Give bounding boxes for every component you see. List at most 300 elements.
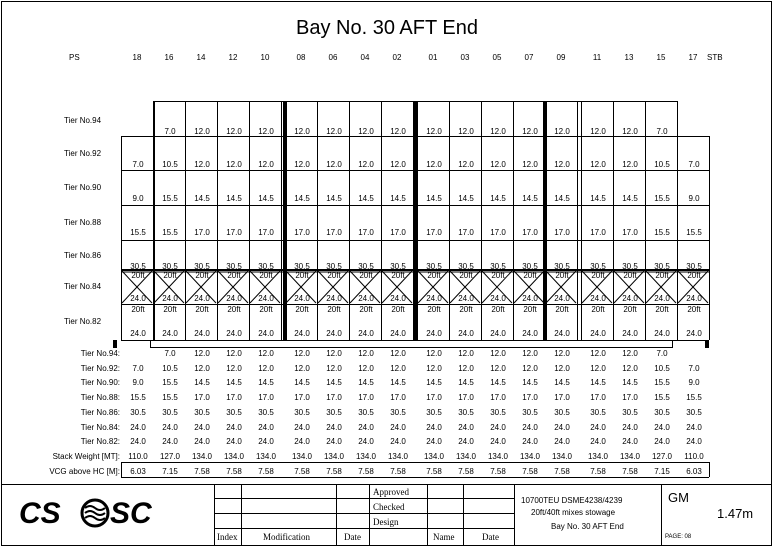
grid-value: 12.0 bbox=[326, 160, 342, 169]
column-header: 06 bbox=[328, 53, 338, 62]
summary-value: 24.0 bbox=[194, 422, 210, 432]
summary-value: 12.0 bbox=[194, 349, 210, 358]
grid-value: 14.5 bbox=[326, 194, 342, 203]
summary-value: 134.0 bbox=[519, 451, 541, 461]
summary-value: 7.58 bbox=[294, 466, 310, 476]
summary-value: 24.0 bbox=[590, 437, 606, 447]
summary-value: 7.58 bbox=[522, 466, 538, 476]
summary-value: 24.0 bbox=[590, 422, 606, 432]
grid-value: 17.0 bbox=[358, 228, 374, 237]
grid-value: 30.5 bbox=[226, 262, 242, 271]
grid-value: 12.0 bbox=[390, 160, 406, 169]
summary-value: 30.5 bbox=[294, 407, 310, 417]
grid-value: 12.0 bbox=[458, 127, 474, 136]
summary-value: 24.0 bbox=[554, 437, 570, 447]
summary-value: 134.0 bbox=[355, 451, 377, 461]
grid-value: 12.0 bbox=[590, 127, 606, 136]
grid-value: 24.0 bbox=[590, 294, 606, 303]
grid-value: 12.0 bbox=[590, 160, 606, 169]
grid-value: 24.0 bbox=[258, 329, 274, 338]
summary-value: 134.0 bbox=[551, 451, 573, 461]
container-size-label: 20ft bbox=[427, 305, 441, 314]
project-line-2: 20ft/40ft mixes stowage bbox=[531, 508, 616, 517]
summary-value: 30.5 bbox=[426, 407, 442, 417]
container-size-label: 20ft bbox=[163, 271, 177, 280]
summary-value: 30.5 bbox=[130, 407, 146, 417]
grid-value: 30.5 bbox=[554, 262, 570, 271]
summary-value: 17.0 bbox=[294, 393, 310, 403]
summary-value: 14.5 bbox=[358, 378, 374, 388]
summary-divider bbox=[121, 477, 709, 478]
summary-value: 14.5 bbox=[258, 378, 274, 388]
summary-value: 134.0 bbox=[387, 451, 409, 461]
summary-value: 24.0 bbox=[490, 422, 506, 432]
grid-value: 12.0 bbox=[554, 127, 570, 136]
container-size-label: 20ft bbox=[391, 305, 405, 314]
summary-value: 14.5 bbox=[554, 378, 570, 388]
summary-row-label: VCG above HC [M]: bbox=[49, 466, 120, 476]
grid-value: 30.5 bbox=[622, 262, 638, 271]
summary-value: 14.5 bbox=[326, 378, 342, 388]
summary-value: 24.0 bbox=[226, 422, 242, 432]
summary-value: 24.0 bbox=[130, 437, 146, 447]
grid-value: 24.0 bbox=[194, 294, 210, 303]
summary-row-label: Stack Weight [MT]: bbox=[52, 451, 120, 461]
summary-divider bbox=[121, 462, 122, 477]
summary-value: 12.0 bbox=[326, 363, 342, 373]
summary-value: 17.0 bbox=[258, 393, 274, 403]
summary-value: 30.5 bbox=[258, 407, 274, 417]
grid-value: 14.5 bbox=[522, 194, 538, 203]
grid-value: 24.0 bbox=[458, 294, 474, 303]
grid-value: 30.5 bbox=[294, 262, 310, 271]
summary-value: 17.0 bbox=[390, 393, 406, 403]
grid-value: 12.0 bbox=[522, 160, 538, 169]
grid-value: 12.0 bbox=[490, 127, 506, 136]
grid-value: 12.0 bbox=[522, 127, 538, 136]
summary-value: 12.0 bbox=[226, 363, 242, 373]
column-header: 04 bbox=[360, 53, 370, 62]
summary-value: 6.03 bbox=[686, 466, 702, 476]
summary-value: 30.5 bbox=[162, 407, 178, 417]
grid-value: 17.0 bbox=[590, 228, 606, 237]
summary-value: 24.0 bbox=[390, 437, 406, 447]
column-header: 07 bbox=[524, 53, 534, 62]
summary-value: 7.58 bbox=[258, 466, 274, 476]
grid-value: 7.0 bbox=[132, 160, 144, 169]
project-line-1: 10700TEU DSME4238/4239 bbox=[521, 496, 623, 505]
summary-value: 17.0 bbox=[194, 393, 210, 403]
summary-value: 30.5 bbox=[622, 407, 638, 417]
grid-value: 17.0 bbox=[426, 228, 442, 237]
grid-value: 17.0 bbox=[490, 228, 506, 237]
summary-value: 14.5 bbox=[390, 378, 406, 388]
summary-value: 12.0 bbox=[426, 363, 442, 373]
summary-value: 24.0 bbox=[654, 422, 670, 432]
ps-label: PS bbox=[69, 53, 80, 62]
grid-value: 14.5 bbox=[554, 194, 570, 203]
page-title: Bay No. 30 AFT End bbox=[296, 17, 478, 39]
grid-value: 14.5 bbox=[226, 194, 242, 203]
grid-value: 24.0 bbox=[326, 329, 342, 338]
grid-value: 12.0 bbox=[226, 127, 242, 136]
grid-value: 30.5 bbox=[654, 262, 670, 271]
grid-value: 12.0 bbox=[194, 127, 210, 136]
tier-label: Tier No.88 bbox=[64, 218, 102, 227]
summary-value: 24.0 bbox=[130, 422, 146, 432]
summary-value: 15.5 bbox=[162, 378, 178, 388]
date-label-2: Date bbox=[482, 532, 499, 542]
grid-value: 17.0 bbox=[390, 228, 406, 237]
container-size-label: 20ft bbox=[591, 305, 605, 314]
grid-value: 14.5 bbox=[194, 194, 210, 203]
summary-value: 12.0 bbox=[358, 349, 374, 358]
grid-value: 30.5 bbox=[258, 262, 274, 271]
summary-value: 24.0 bbox=[162, 437, 178, 447]
summary-value: 15.5 bbox=[162, 393, 178, 403]
svg-text:SC: SC bbox=[110, 498, 152, 530]
summary-value: 12.0 bbox=[294, 363, 310, 373]
grid-value: 14.5 bbox=[358, 194, 374, 203]
summary-value: 127.0 bbox=[159, 451, 181, 461]
summary-value: 134.0 bbox=[619, 451, 641, 461]
grid-value: 24.0 bbox=[622, 294, 638, 303]
summary-value: 24.0 bbox=[258, 422, 274, 432]
container-size-label: 20ft bbox=[555, 271, 569, 280]
summary-value: 110.0 bbox=[684, 451, 704, 461]
container-size-label: 20ft bbox=[655, 271, 669, 280]
grid-value: 24.0 bbox=[590, 329, 606, 338]
summary-value: 9.0 bbox=[688, 378, 700, 388]
summary-value: 7.58 bbox=[426, 466, 442, 476]
container-size-label: 20ft bbox=[687, 271, 701, 280]
column-header: 18 bbox=[132, 53, 142, 62]
summary-value: 7.15 bbox=[162, 466, 178, 476]
summary-value: 24.0 bbox=[522, 422, 538, 432]
grid-value: 10.5 bbox=[654, 160, 670, 169]
container-size-label: 20ft bbox=[523, 305, 537, 314]
grid-value: 17.0 bbox=[326, 228, 342, 237]
summary-value: 12.0 bbox=[458, 363, 474, 373]
summary-value: 24.0 bbox=[654, 437, 670, 447]
grid-value: 24.0 bbox=[162, 329, 178, 338]
summary-value: 17.0 bbox=[522, 393, 538, 403]
summary-value: 24.0 bbox=[294, 437, 310, 447]
column-header: 13 bbox=[624, 53, 634, 62]
summary-value: 24.0 bbox=[326, 422, 342, 432]
summary-value: 12.0 bbox=[194, 363, 210, 373]
approved-label: Approved bbox=[373, 487, 409, 497]
container-size-label: 20ft bbox=[655, 305, 669, 314]
summary-value: 17.0 bbox=[490, 393, 506, 403]
grid-value: 17.0 bbox=[622, 228, 638, 237]
grid-value: 14.5 bbox=[590, 194, 606, 203]
summary-row-label: Tier No.88: bbox=[80, 393, 120, 403]
container-size-label: 20ft bbox=[555, 305, 569, 314]
grid-value: 17.0 bbox=[458, 228, 474, 237]
container-size-label: 20ft bbox=[359, 271, 373, 280]
tier-label: Tier No.90 bbox=[64, 183, 102, 192]
grid-value: 15.5 bbox=[686, 228, 702, 237]
summary-value: 30.5 bbox=[458, 407, 474, 417]
summary-value: 14.5 bbox=[622, 378, 638, 388]
summary-value: 7.58 bbox=[390, 466, 406, 476]
summary-value: 17.0 bbox=[426, 393, 442, 403]
summary-value: 12.0 bbox=[258, 363, 274, 373]
grid-value: 30.5 bbox=[590, 262, 606, 271]
column-header: 08 bbox=[296, 53, 306, 62]
summary-value: 30.5 bbox=[590, 407, 606, 417]
summary-value: 9.0 bbox=[132, 378, 144, 388]
summary-value: 15.5 bbox=[654, 378, 670, 388]
summary-value: 30.5 bbox=[390, 407, 406, 417]
grid-value: 7.0 bbox=[656, 127, 668, 136]
summary-value: 14.5 bbox=[426, 378, 442, 388]
summary-value: 12.0 bbox=[590, 349, 606, 358]
container-size-label: 20ft bbox=[687, 305, 701, 314]
cssc-logo bbox=[19, 498, 169, 530]
summary-value: 134.0 bbox=[291, 451, 313, 461]
summary-value: 30.5 bbox=[194, 407, 210, 417]
summary-value: 17.0 bbox=[622, 393, 638, 403]
grid-value: 24.0 bbox=[458, 329, 474, 338]
summary-value: 7.58 bbox=[622, 466, 638, 476]
summary-value: 17.0 bbox=[458, 393, 474, 403]
summary-value: 17.0 bbox=[358, 393, 374, 403]
summary-value: 24.0 bbox=[686, 437, 702, 447]
summary-value: 12.0 bbox=[522, 363, 538, 373]
grid-value: 24.0 bbox=[358, 294, 374, 303]
summary-value: 134.0 bbox=[255, 451, 277, 461]
grid-value: 14.5 bbox=[294, 194, 310, 203]
grid-value: 15.5 bbox=[130, 228, 146, 237]
page-number: PAGE: 08 bbox=[665, 534, 692, 540]
grid-value: 24.0 bbox=[686, 294, 702, 303]
container-size-label: 20ft bbox=[295, 271, 309, 280]
grid-value: 30.5 bbox=[130, 262, 146, 271]
summary-value: 14.5 bbox=[458, 378, 474, 388]
summary-value: 7.0 bbox=[688, 363, 700, 373]
summary-value: 127.0 bbox=[651, 451, 673, 461]
tier-label: Tier No.82 bbox=[64, 317, 102, 326]
grid-value: 24.0 bbox=[490, 329, 506, 338]
summary-value: 134.0 bbox=[587, 451, 609, 461]
container-size-label: 20ft bbox=[427, 271, 441, 280]
summary-value: 10.5 bbox=[654, 363, 670, 373]
summary-value: 12.0 bbox=[390, 363, 406, 373]
container-size-label: 20ft bbox=[259, 305, 273, 314]
grid-value: 24.0 bbox=[326, 294, 342, 303]
summary-divider bbox=[709, 462, 710, 477]
grid-value: 14.5 bbox=[622, 194, 638, 203]
grid-value: 24.0 bbox=[194, 329, 210, 338]
summary-value: 12.0 bbox=[226, 349, 242, 358]
grid-value: 14.5 bbox=[390, 194, 406, 203]
grid-value: 30.5 bbox=[490, 262, 506, 271]
container-size-label: 20ft bbox=[195, 305, 209, 314]
grid-value: 24.0 bbox=[226, 294, 242, 303]
grid-value: 30.5 bbox=[326, 262, 342, 271]
grid-value: 24.0 bbox=[390, 294, 406, 303]
summary-value: 134.0 bbox=[191, 451, 213, 461]
grid-value: 12.0 bbox=[294, 127, 310, 136]
summary-value: 12.0 bbox=[326, 349, 342, 358]
grid-value: 24.0 bbox=[258, 294, 274, 303]
summary-row-label: Tier No.82: bbox=[80, 437, 120, 447]
grid-value: 24.0 bbox=[426, 329, 442, 338]
container-size-label: 20ft bbox=[459, 305, 473, 314]
summary-value: 14.5 bbox=[590, 378, 606, 388]
summary-row-label: Tier No.86: bbox=[80, 407, 120, 417]
name-label: Name bbox=[433, 532, 455, 542]
summary-value: 30.5 bbox=[522, 407, 538, 417]
container-size-label: 20ft bbox=[491, 271, 505, 280]
summary-value: 24.0 bbox=[490, 437, 506, 447]
grid-value: 24.0 bbox=[686, 329, 702, 338]
summary-value: 12.0 bbox=[490, 349, 506, 358]
grid-value: 17.0 bbox=[554, 228, 570, 237]
grid-value: 24.0 bbox=[294, 329, 310, 338]
summary-value: 12.0 bbox=[554, 363, 570, 373]
summary-value: 30.5 bbox=[490, 407, 506, 417]
grid-value: 7.0 bbox=[164, 127, 176, 136]
column-header: 03 bbox=[460, 53, 470, 62]
design-label: Design bbox=[373, 517, 399, 527]
grid-value: 7.0 bbox=[688, 160, 700, 169]
grid-value: 9.0 bbox=[132, 194, 144, 203]
grid-value: 15.5 bbox=[162, 194, 178, 203]
tier-label: Tier No.92 bbox=[64, 149, 102, 158]
container-size-label: 20ft bbox=[459, 271, 473, 280]
summary-value: 134.0 bbox=[423, 451, 445, 461]
summary-value: 30.5 bbox=[686, 407, 702, 417]
grid-value: 12.0 bbox=[358, 127, 374, 136]
grid-value: 30.5 bbox=[522, 262, 538, 271]
grid-value: 12.0 bbox=[358, 160, 374, 169]
summary-value: 12.0 bbox=[258, 349, 274, 358]
grid-value: 12.0 bbox=[194, 160, 210, 169]
column-header: 10 bbox=[260, 53, 270, 62]
grid-value: 9.0 bbox=[688, 194, 700, 203]
grid-value: 30.5 bbox=[458, 262, 474, 271]
column-header: 01 bbox=[428, 53, 438, 62]
container-size-label: 20ft bbox=[391, 271, 405, 280]
project-line-3: Bay No. 30 AFT End bbox=[551, 522, 624, 531]
summary-value: 24.0 bbox=[458, 422, 474, 432]
column-header: 05 bbox=[492, 53, 502, 62]
grid-value: 24.0 bbox=[130, 294, 146, 303]
checked-label: Checked bbox=[373, 502, 405, 512]
grid-value: 24.0 bbox=[226, 329, 242, 338]
grid-value: 30.5 bbox=[686, 262, 702, 271]
grid-value: 12.0 bbox=[554, 160, 570, 169]
summary-value: 30.5 bbox=[326, 407, 342, 417]
summary-value: 134.0 bbox=[223, 451, 245, 461]
summary-value: 14.5 bbox=[226, 378, 242, 388]
summary-value: 14.5 bbox=[490, 378, 506, 388]
grid-value: 24.0 bbox=[522, 329, 538, 338]
summary-value: 134.0 bbox=[455, 451, 477, 461]
summary-value: 24.0 bbox=[426, 422, 442, 432]
summary-value: 7.58 bbox=[326, 466, 342, 476]
summary-value: 7.0 bbox=[132, 363, 144, 373]
grid-value: 24.0 bbox=[294, 294, 310, 303]
grid-value: 12.0 bbox=[490, 160, 506, 169]
container-size-label: 20ft bbox=[327, 271, 341, 280]
summary-value: 14.5 bbox=[194, 378, 210, 388]
grid-value: 24.0 bbox=[654, 294, 670, 303]
grid-value: 15.5 bbox=[654, 194, 670, 203]
summary-value: 7.0 bbox=[656, 349, 668, 358]
summary-value: 7.15 bbox=[654, 466, 670, 476]
summary-value: 7.58 bbox=[226, 466, 242, 476]
grid-value: 24.0 bbox=[622, 329, 638, 338]
summary-value: 30.5 bbox=[358, 407, 374, 417]
tier-label: Tier No.86 bbox=[64, 251, 102, 260]
summary-value: 6.03 bbox=[130, 466, 146, 476]
container-size-label: 20ft bbox=[523, 271, 537, 280]
grid-value: 17.0 bbox=[522, 228, 538, 237]
container-size-label: 20ft bbox=[195, 271, 209, 280]
container-size-label: 20ft bbox=[359, 305, 373, 314]
grid-value: 24.0 bbox=[130, 329, 146, 338]
summary-value: 30.5 bbox=[554, 407, 570, 417]
grid-value: 14.5 bbox=[490, 194, 506, 203]
summary-divider bbox=[121, 462, 709, 463]
summary-value: 7.58 bbox=[554, 466, 570, 476]
grid-value: 12.0 bbox=[426, 127, 442, 136]
column-header: 17 bbox=[688, 53, 698, 62]
container-size-label: 20ft bbox=[227, 305, 241, 314]
summary-value: 17.0 bbox=[226, 393, 242, 403]
container-size-label: 20ft bbox=[623, 271, 637, 280]
grid-value: 17.0 bbox=[194, 228, 210, 237]
summary-value: 15.5 bbox=[130, 393, 146, 403]
container-size-label: 20ft bbox=[295, 305, 309, 314]
svg-text:CS: CS bbox=[19, 498, 61, 530]
container-size-label: 20ft bbox=[623, 305, 637, 314]
container-size-label: 20ft bbox=[591, 271, 605, 280]
container-size-label: 20ft bbox=[491, 305, 505, 314]
summary-value: 24.0 bbox=[294, 422, 310, 432]
summary-value: 24.0 bbox=[622, 422, 638, 432]
summary-value: 12.0 bbox=[590, 363, 606, 373]
grid-value: 12.0 bbox=[622, 160, 638, 169]
summary-value: 24.0 bbox=[686, 422, 702, 432]
grid-value: 12.0 bbox=[226, 160, 242, 169]
summary-value: 24.0 bbox=[326, 437, 342, 447]
grid-value: 24.0 bbox=[554, 294, 570, 303]
summary-value: 12.0 bbox=[426, 349, 442, 358]
summary-value: 12.0 bbox=[522, 349, 538, 358]
container-size-label: 20ft bbox=[227, 271, 241, 280]
title-block bbox=[1, 484, 772, 546]
gm-value: 1.47m bbox=[717, 506, 754, 521]
summary-value: 17.0 bbox=[326, 393, 342, 403]
summary-value: 7.58 bbox=[490, 466, 506, 476]
summary-value: 12.0 bbox=[358, 363, 374, 373]
summary-value: 7.58 bbox=[458, 466, 474, 476]
summary-value: 12.0 bbox=[622, 349, 638, 358]
summary-value: 24.0 bbox=[390, 422, 406, 432]
grid-value: 24.0 bbox=[490, 294, 506, 303]
grid-value: 14.5 bbox=[258, 194, 274, 203]
summary-row-label: Tier No.92: bbox=[80, 363, 120, 373]
container-size-label: 20ft bbox=[259, 271, 273, 280]
summary-value: 24.0 bbox=[358, 437, 374, 447]
grid-value: 24.0 bbox=[358, 329, 374, 338]
grid-value: 24.0 bbox=[654, 329, 670, 338]
